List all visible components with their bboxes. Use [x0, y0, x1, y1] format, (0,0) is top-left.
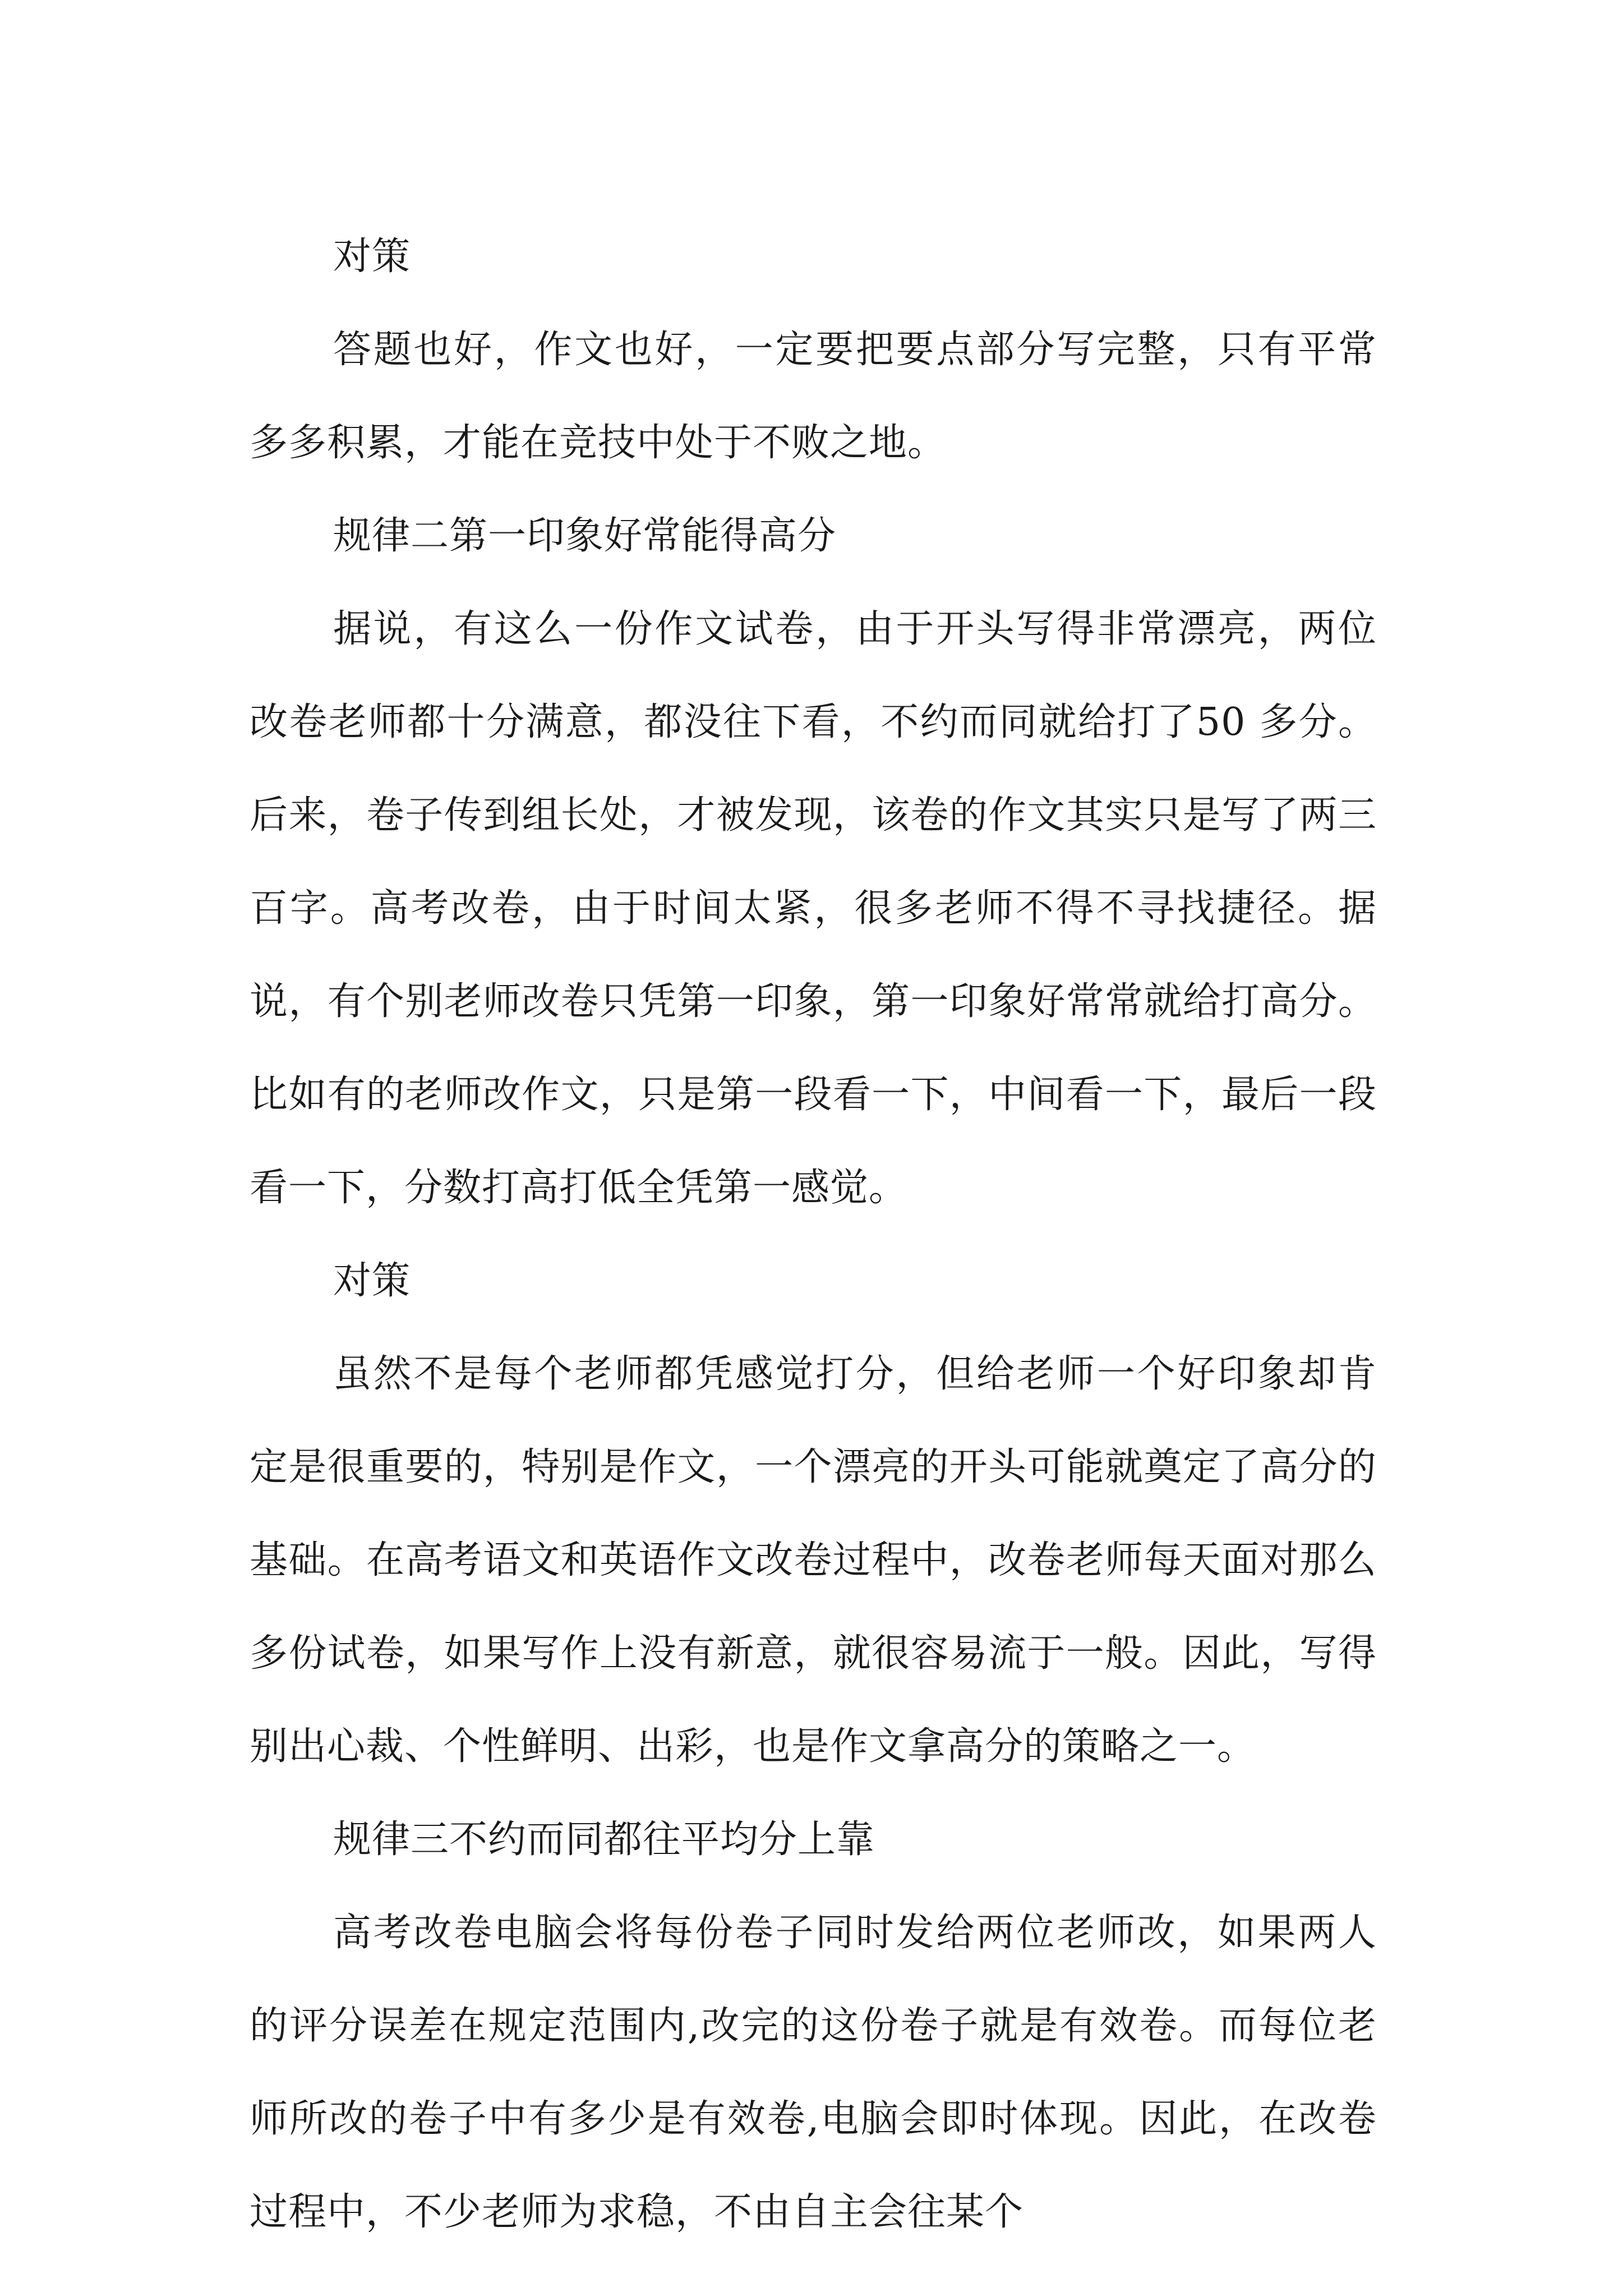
- body-paragraph-3: 虽然不是每个老师都凭感觉打分，但给老师一个好印象却肯定是很重要的，特别是作文，一个漂亮的开头可能就奠定了高分的基础。在高考语文和英语作文改卷过程中，改卷老师每天面对那么多份试卷，如果写作上没有新意，就很容易流于一般。因此，写得别出心裁、个性鲜明、出彩，也是作文拿高分的策略之一。: [250, 1352, 1377, 1769]
- section-heading-countermeasure-1: 对策: [333, 234, 411, 279]
- body-paragraph-2: 据说，有这么一份作文试卷，由于开头写得非常漂亮，两位改卷老师都十分满意，都没往下看，不约而同就给打了50 多分。后来，卷子传到组长处，才被发现，该卷的作文其实只是写了两三百字。高考改卷，由于时间太紧，很多老师不得不寻找捷径。据说，有个别老师改卷只凭第一印象，第一印象好常常就给打高分。比如有的老师改作文，只是第一段看一下，中间看一下，最后一段看一下，分数打高打低全凭第一感觉。: [250, 607, 1377, 1210]
- body-paragraph-1: 答题也好，作文也好，一定要把要点部分写完整，只有平常多多积累，才能在竞技中处于不败之地。: [250, 328, 1377, 465]
- document-body: [250, 210, 1377, 2259]
- section-heading-countermeasure-2: 对策: [333, 1259, 411, 1303]
- body-paragraph-4: 高考改卷电脑会将每份卷子同时发给两位老师改，如果两人的评分误差在规定范围内,改完的这份卷子就是有效卷。而每位老师所改的卷子中有多少是有效卷,电脑会即时体现。因此，在改卷过程中，不少老师为求稳，不由自主会往某个: [250, 1911, 1377, 2234]
- section-heading-rule-3: 规律三不约而同都往平均分上靠: [333, 1818, 875, 1862]
- section-heading-rule-2: 规律二第一印象好常能得高分: [333, 514, 837, 558]
